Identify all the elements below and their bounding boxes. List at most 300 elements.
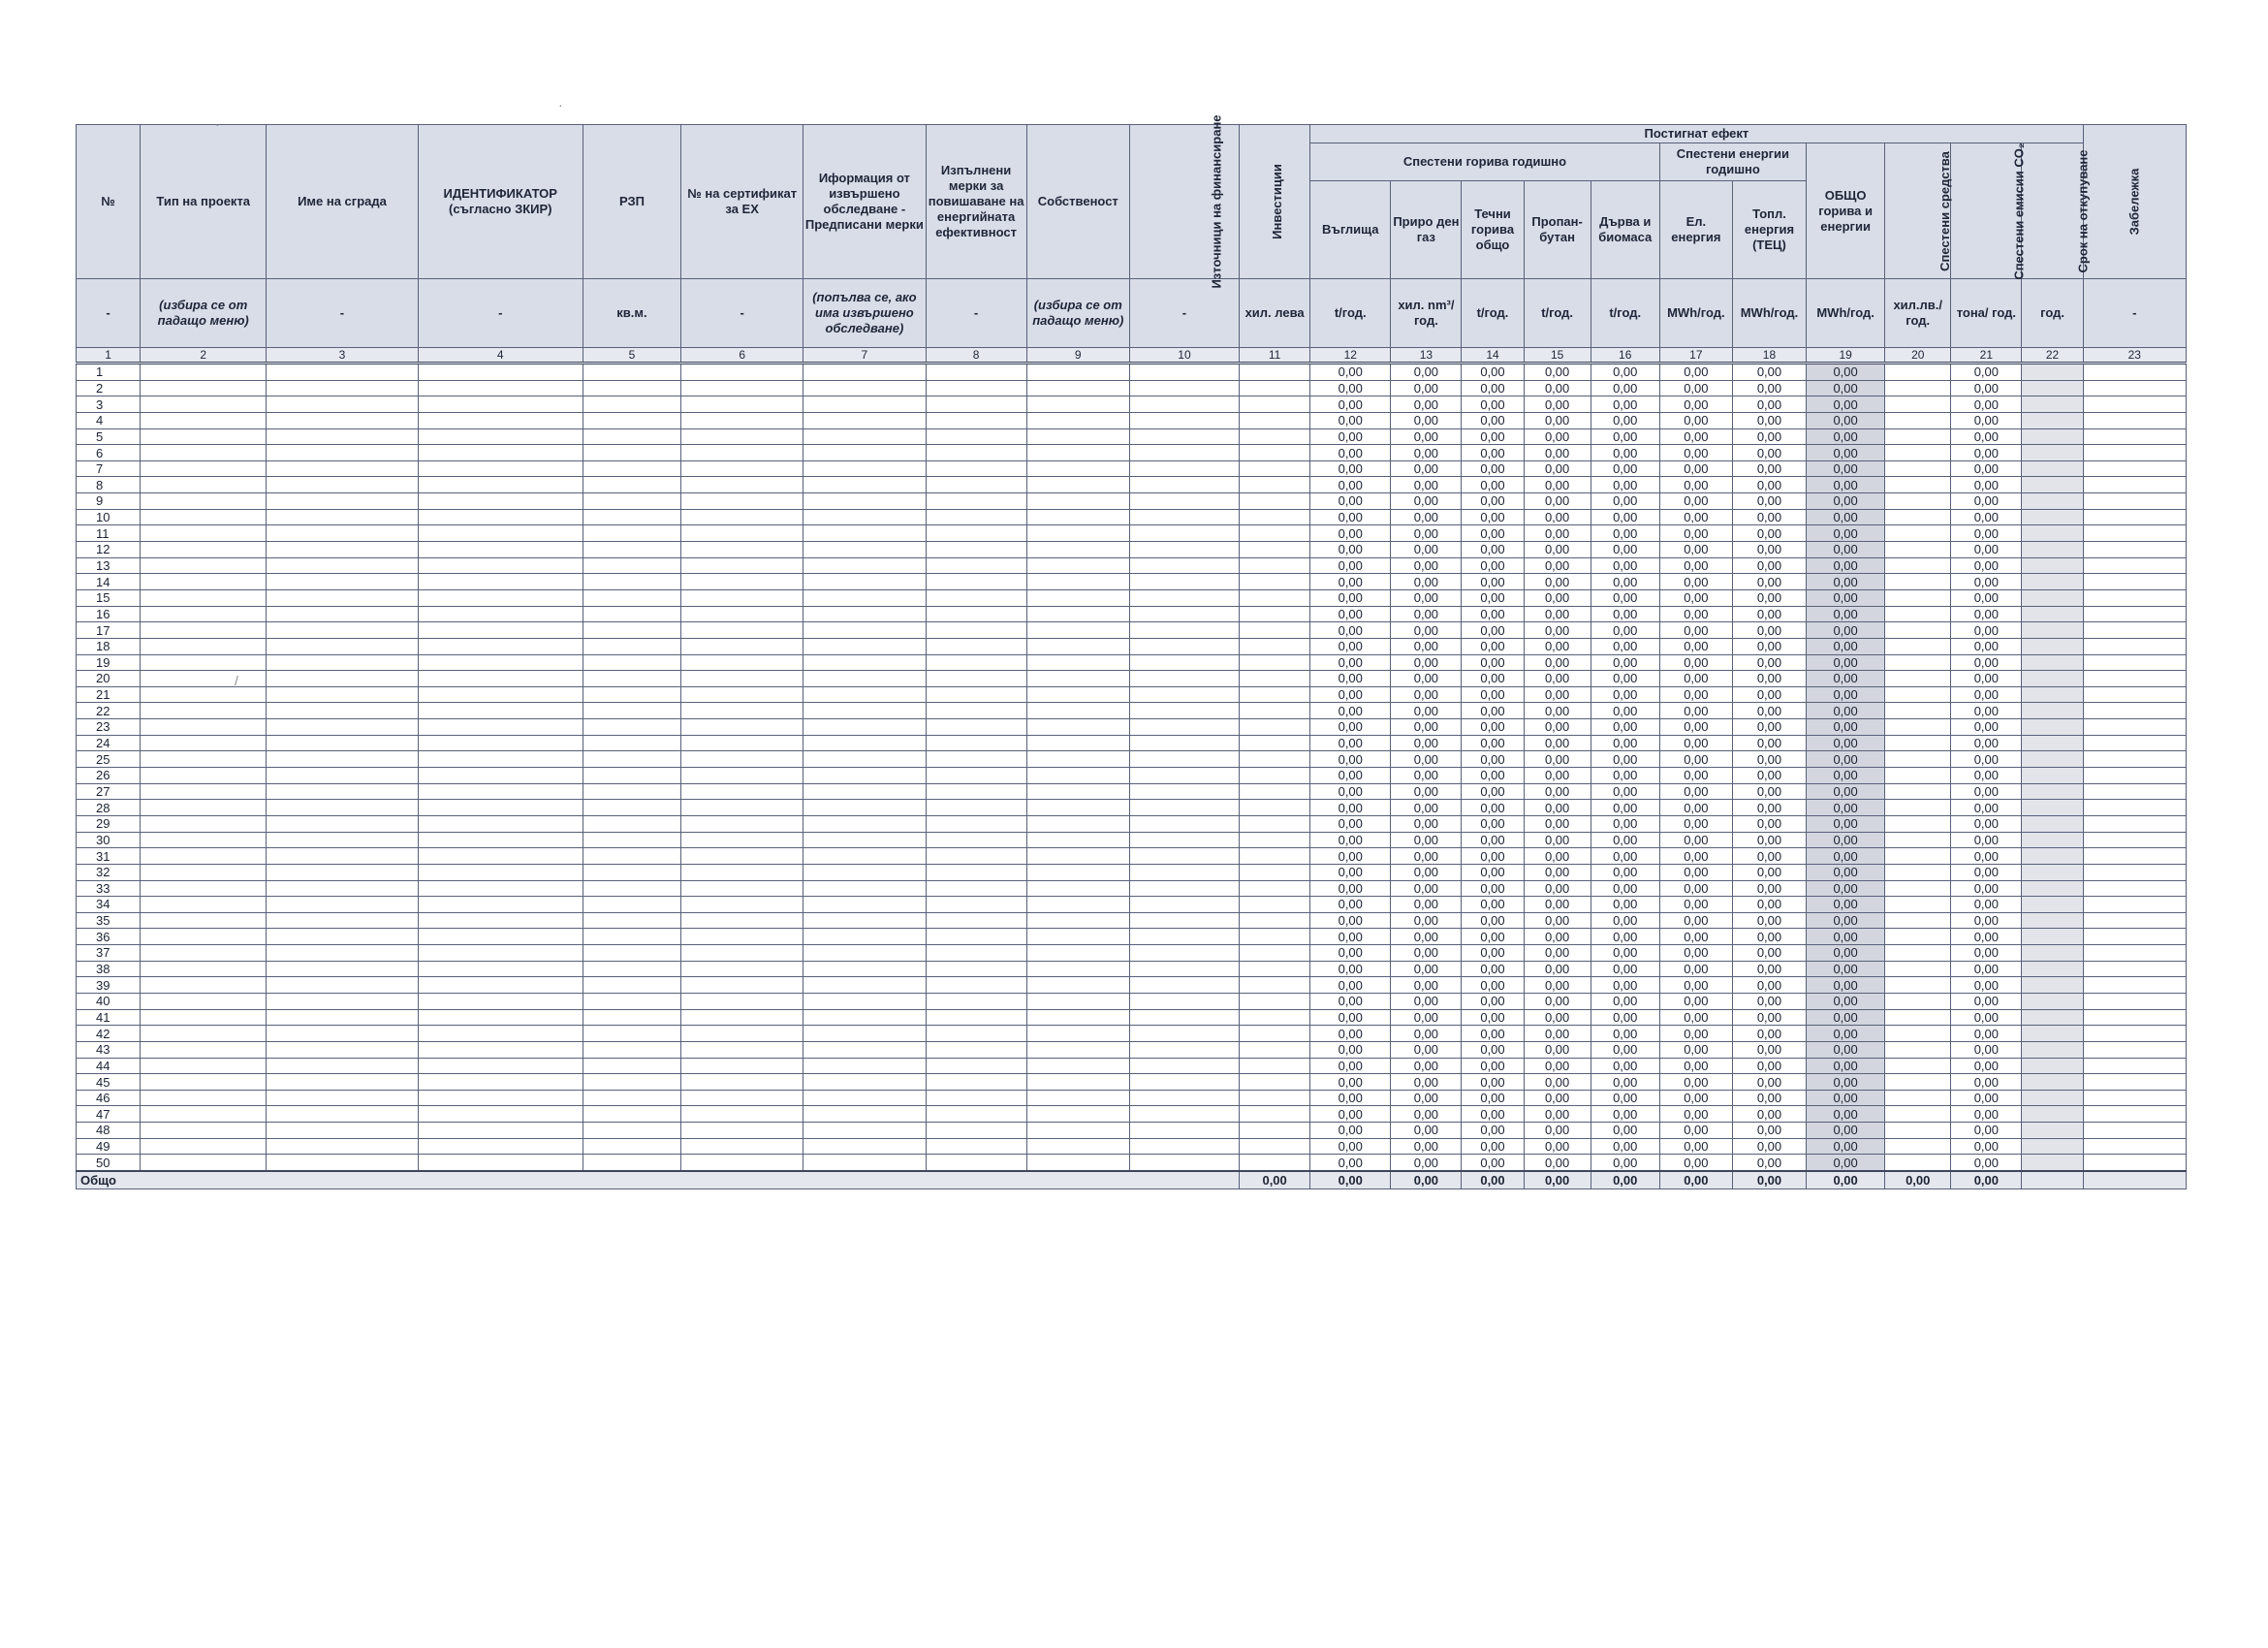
input-cell[interactable]	[141, 1123, 267, 1139]
input-cell[interactable]	[803, 1090, 926, 1106]
input-cell[interactable]	[2083, 1009, 2186, 1026]
input-cell[interactable]	[681, 1123, 803, 1139]
input-cell[interactable]	[583, 477, 680, 493]
input-cell[interactable]	[2083, 719, 2186, 736]
input-cell[interactable]	[1129, 574, 1239, 590]
input-cell[interactable]	[141, 800, 267, 816]
input-cell[interactable]	[1026, 412, 1129, 428]
input-cell[interactable]	[418, 686, 583, 703]
input-cell[interactable]	[1885, 1123, 1951, 1139]
input-cell[interactable]	[141, 396, 267, 413]
input-cell[interactable]	[2022, 719, 2083, 736]
input-cell[interactable]	[1885, 589, 1951, 606]
input-cell[interactable]	[2022, 445, 2083, 461]
input-cell[interactable]	[681, 686, 803, 703]
input-cell[interactable]	[1240, 945, 1310, 962]
input-cell[interactable]	[926, 832, 1026, 848]
input-cell[interactable]	[803, 412, 926, 428]
input-cell[interactable]	[583, 557, 680, 574]
input-cell[interactable]	[1026, 542, 1129, 558]
input-cell[interactable]	[267, 768, 418, 784]
input-cell[interactable]	[681, 380, 803, 396]
input-cell[interactable]	[2022, 1090, 2083, 1106]
input-cell[interactable]	[2083, 945, 2186, 962]
input-cell[interactable]	[1026, 380, 1129, 396]
input-cell[interactable]	[681, 1090, 803, 1106]
input-cell[interactable]	[681, 622, 803, 639]
input-cell[interactable]	[2083, 961, 2186, 977]
input-cell[interactable]	[141, 671, 267, 687]
input-cell[interactable]	[803, 945, 926, 962]
input-cell[interactable]	[1026, 1026, 1129, 1042]
input-cell[interactable]	[681, 783, 803, 800]
input-cell[interactable]	[2022, 542, 2083, 558]
input-cell[interactable]	[926, 703, 1026, 719]
input-cell[interactable]	[1240, 654, 1310, 671]
input-cell[interactable]	[267, 897, 418, 913]
input-cell[interactable]	[418, 929, 583, 945]
input-cell[interactable]	[267, 703, 418, 719]
input-cell[interactable]	[2083, 525, 2186, 542]
input-cell[interactable]	[1129, 945, 1239, 962]
input-cell[interactable]	[681, 460, 803, 477]
input-cell[interactable]	[1885, 428, 1951, 445]
input-cell[interactable]	[2083, 1106, 2186, 1123]
input-cell[interactable]	[418, 912, 583, 929]
input-cell[interactable]	[1885, 574, 1951, 590]
input-cell[interactable]	[1885, 525, 1951, 542]
input-cell[interactable]	[1026, 557, 1129, 574]
input-cell[interactable]	[583, 864, 680, 880]
input-cell[interactable]	[1885, 686, 1951, 703]
input-cell[interactable]	[681, 768, 803, 784]
input-cell[interactable]	[803, 751, 926, 768]
input-cell[interactable]	[2083, 897, 2186, 913]
input-cell[interactable]	[583, 1155, 680, 1171]
input-cell[interactable]	[267, 589, 418, 606]
input-cell[interactable]	[418, 832, 583, 848]
input-cell[interactable]	[1026, 574, 1129, 590]
input-cell[interactable]	[1129, 1026, 1239, 1042]
input-cell[interactable]	[267, 654, 418, 671]
input-cell[interactable]	[1885, 912, 1951, 929]
input-cell[interactable]	[681, 477, 803, 493]
input-cell[interactable]	[1240, 509, 1310, 525]
input-cell[interactable]	[1240, 783, 1310, 800]
input-cell[interactable]	[583, 912, 680, 929]
input-cell[interactable]	[2022, 945, 2083, 962]
input-cell[interactable]	[681, 1009, 803, 1026]
input-cell[interactable]	[1240, 638, 1310, 654]
input-cell[interactable]	[926, 848, 1026, 865]
input-cell[interactable]	[583, 606, 680, 622]
input-cell[interactable]	[583, 380, 680, 396]
input-cell[interactable]	[1026, 945, 1129, 962]
input-cell[interactable]	[1885, 880, 1951, 897]
input-cell[interactable]	[1885, 396, 1951, 413]
input-cell[interactable]	[1129, 864, 1239, 880]
input-cell[interactable]	[267, 929, 418, 945]
input-cell[interactable]	[2083, 428, 2186, 445]
input-cell[interactable]	[1026, 445, 1129, 461]
input-cell[interactable]	[2083, 686, 2186, 703]
input-cell[interactable]	[1885, 977, 1951, 994]
input-cell[interactable]	[583, 445, 680, 461]
input-cell[interactable]	[926, 815, 1026, 832]
input-cell[interactable]	[2022, 364, 2083, 381]
input-cell[interactable]	[583, 589, 680, 606]
input-cell[interactable]	[926, 606, 1026, 622]
input-cell[interactable]	[926, 783, 1026, 800]
input-cell[interactable]	[681, 557, 803, 574]
input-cell[interactable]	[418, 1155, 583, 1171]
input-cell[interactable]	[2022, 751, 2083, 768]
input-cell[interactable]	[1240, 445, 1310, 461]
input-cell[interactable]	[1240, 815, 1310, 832]
input-cell[interactable]	[803, 638, 926, 654]
input-cell[interactable]	[926, 1123, 1026, 1139]
input-cell[interactable]	[1129, 396, 1239, 413]
input-cell[interactable]	[926, 961, 1026, 977]
input-cell[interactable]	[141, 445, 267, 461]
input-cell[interactable]	[418, 509, 583, 525]
input-cell[interactable]	[1240, 493, 1310, 510]
input-cell[interactable]	[418, 671, 583, 687]
input-cell[interactable]	[2083, 800, 2186, 816]
input-cell[interactable]	[2022, 929, 2083, 945]
input-cell[interactable]	[1129, 686, 1239, 703]
input-cell[interactable]	[926, 589, 1026, 606]
input-cell[interactable]	[1129, 832, 1239, 848]
input-cell[interactable]	[141, 977, 267, 994]
input-cell[interactable]	[1885, 832, 1951, 848]
input-cell[interactable]	[2022, 961, 2083, 977]
input-cell[interactable]	[926, 622, 1026, 639]
input-cell[interactable]	[267, 445, 418, 461]
input-cell[interactable]	[926, 912, 1026, 929]
input-cell[interactable]	[681, 832, 803, 848]
input-cell[interactable]	[1240, 686, 1310, 703]
input-cell[interactable]	[1240, 1058, 1310, 1074]
input-cell[interactable]	[926, 993, 1026, 1009]
input-cell[interactable]	[2083, 751, 2186, 768]
input-cell[interactable]	[803, 929, 926, 945]
input-cell[interactable]	[418, 1026, 583, 1042]
input-cell[interactable]	[681, 1155, 803, 1171]
input-cell[interactable]	[2083, 638, 2186, 654]
input-cell[interactable]	[926, 768, 1026, 784]
input-cell[interactable]	[267, 1074, 418, 1091]
input-cell[interactable]	[1026, 977, 1129, 994]
input-cell[interactable]	[141, 428, 267, 445]
input-cell[interactable]	[1240, 671, 1310, 687]
input-cell[interactable]	[681, 977, 803, 994]
input-cell[interactable]	[2083, 1041, 2186, 1058]
input-cell[interactable]	[1240, 719, 1310, 736]
input-cell[interactable]	[1026, 897, 1129, 913]
input-cell[interactable]	[1026, 589, 1129, 606]
input-cell[interactable]	[681, 606, 803, 622]
input-cell[interactable]	[583, 719, 680, 736]
input-cell[interactable]	[2022, 509, 2083, 525]
input-cell[interactable]	[1885, 1090, 1951, 1106]
input-cell[interactable]	[2083, 380, 2186, 396]
input-cell[interactable]	[583, 412, 680, 428]
input-cell[interactable]	[2083, 460, 2186, 477]
input-cell[interactable]	[1026, 1074, 1129, 1091]
input-cell[interactable]	[803, 880, 926, 897]
input-cell[interactable]	[2083, 493, 2186, 510]
input-cell[interactable]	[1026, 654, 1129, 671]
input-cell[interactable]	[267, 396, 418, 413]
input-cell[interactable]	[583, 993, 680, 1009]
input-cell[interactable]	[583, 848, 680, 865]
input-cell[interactable]	[141, 638, 267, 654]
input-cell[interactable]	[267, 719, 418, 736]
input-cell[interactable]	[418, 848, 583, 865]
input-cell[interactable]	[267, 1009, 418, 1026]
input-cell[interactable]	[2083, 1155, 2186, 1171]
input-cell[interactable]	[681, 1074, 803, 1091]
input-cell[interactable]	[418, 1058, 583, 1074]
input-cell[interactable]	[926, 428, 1026, 445]
input-cell[interactable]	[803, 622, 926, 639]
input-cell[interactable]	[1240, 606, 1310, 622]
input-cell[interactable]	[583, 1041, 680, 1058]
input-cell[interactable]	[2083, 832, 2186, 848]
input-cell[interactable]	[1129, 364, 1239, 381]
input-cell[interactable]	[267, 574, 418, 590]
input-cell[interactable]	[267, 1026, 418, 1042]
input-cell[interactable]	[1240, 412, 1310, 428]
input-cell[interactable]	[418, 977, 583, 994]
input-cell[interactable]	[141, 848, 267, 865]
input-cell[interactable]	[681, 493, 803, 510]
input-cell[interactable]	[1026, 1106, 1129, 1123]
input-cell[interactable]	[583, 574, 680, 590]
input-cell[interactable]	[583, 832, 680, 848]
input-cell[interactable]	[1129, 929, 1239, 945]
input-cell[interactable]	[1129, 1123, 1239, 1139]
input-cell[interactable]	[1026, 768, 1129, 784]
input-cell[interactable]	[803, 1155, 926, 1171]
input-cell[interactable]	[926, 751, 1026, 768]
input-cell[interactable]	[803, 493, 926, 510]
input-cell[interactable]	[2083, 993, 2186, 1009]
input-cell[interactable]	[2022, 1123, 2083, 1139]
input-cell[interactable]	[2022, 477, 2083, 493]
input-cell[interactable]	[418, 589, 583, 606]
input-cell[interactable]	[803, 735, 926, 751]
input-cell[interactable]	[1026, 703, 1129, 719]
input-cell[interactable]	[2083, 1058, 2186, 1074]
input-cell[interactable]	[1026, 735, 1129, 751]
input-cell[interactable]	[681, 1041, 803, 1058]
input-cell[interactable]	[803, 686, 926, 703]
input-cell[interactable]	[1026, 396, 1129, 413]
input-cell[interactable]	[2022, 380, 2083, 396]
input-cell[interactable]	[803, 542, 926, 558]
input-cell[interactable]	[681, 509, 803, 525]
input-cell[interactable]	[1129, 848, 1239, 865]
input-cell[interactable]	[418, 703, 583, 719]
input-cell[interactable]	[418, 542, 583, 558]
input-cell[interactable]	[267, 912, 418, 929]
input-cell[interactable]	[2022, 493, 2083, 510]
input-cell[interactable]	[681, 719, 803, 736]
input-cell[interactable]	[418, 961, 583, 977]
input-cell[interactable]	[1240, 735, 1310, 751]
input-cell[interactable]	[1885, 719, 1951, 736]
input-cell[interactable]	[2083, 815, 2186, 832]
input-cell[interactable]	[2022, 1106, 2083, 1123]
input-cell[interactable]	[583, 1123, 680, 1139]
input-cell[interactable]	[1885, 993, 1951, 1009]
input-cell[interactable]	[803, 364, 926, 381]
input-cell[interactable]	[267, 412, 418, 428]
input-cell[interactable]	[418, 364, 583, 381]
input-cell[interactable]	[681, 1106, 803, 1123]
input-cell[interactable]	[1129, 751, 1239, 768]
input-cell[interactable]	[1129, 671, 1239, 687]
input-cell[interactable]	[1885, 1058, 1951, 1074]
input-cell[interactable]	[2022, 460, 2083, 477]
input-cell[interactable]	[681, 396, 803, 413]
input-cell[interactable]	[926, 654, 1026, 671]
input-cell[interactable]	[1026, 719, 1129, 736]
input-cell[interactable]	[1885, 1041, 1951, 1058]
input-cell[interactable]	[1026, 961, 1129, 977]
input-cell[interactable]	[2083, 557, 2186, 574]
input-cell[interactable]	[681, 445, 803, 461]
input-cell[interactable]	[803, 800, 926, 816]
input-cell[interactable]	[418, 380, 583, 396]
input-cell[interactable]	[1885, 380, 1951, 396]
input-cell[interactable]	[1885, 1026, 1951, 1042]
input-cell[interactable]	[926, 509, 1026, 525]
input-cell[interactable]	[2083, 783, 2186, 800]
input-cell[interactable]	[1129, 977, 1239, 994]
input-cell[interactable]	[1885, 815, 1951, 832]
input-cell[interactable]	[1026, 993, 1129, 1009]
input-cell[interactable]	[1240, 961, 1310, 977]
input-cell[interactable]	[267, 364, 418, 381]
input-cell[interactable]	[803, 574, 926, 590]
input-cell[interactable]	[141, 880, 267, 897]
input-cell[interactable]	[583, 897, 680, 913]
input-cell[interactable]	[926, 800, 1026, 816]
input-cell[interactable]	[267, 1106, 418, 1123]
input-cell[interactable]	[1026, 832, 1129, 848]
input-cell[interactable]	[2083, 1123, 2186, 1139]
input-cell[interactable]	[1885, 1009, 1951, 1026]
input-cell[interactable]	[267, 961, 418, 977]
input-cell[interactable]	[2022, 654, 2083, 671]
input-cell[interactable]	[418, 574, 583, 590]
input-cell[interactable]	[803, 832, 926, 848]
input-cell[interactable]	[141, 412, 267, 428]
input-cell[interactable]	[267, 848, 418, 865]
input-cell[interactable]	[418, 654, 583, 671]
input-cell[interactable]	[2022, 525, 2083, 542]
input-cell[interactable]	[803, 445, 926, 461]
input-cell[interactable]	[141, 606, 267, 622]
input-cell[interactable]	[803, 428, 926, 445]
input-cell[interactable]	[1240, 1009, 1310, 1026]
input-cell[interactable]	[583, 428, 680, 445]
input-cell[interactable]	[141, 493, 267, 510]
input-cell[interactable]	[1240, 396, 1310, 413]
input-cell[interactable]	[1026, 671, 1129, 687]
input-cell[interactable]	[926, 671, 1026, 687]
input-cell[interactable]	[1129, 1041, 1239, 1058]
input-cell[interactable]	[267, 1090, 418, 1106]
input-cell[interactable]	[1240, 1123, 1310, 1139]
input-cell[interactable]	[267, 735, 418, 751]
input-cell[interactable]	[2022, 1009, 2083, 1026]
input-cell[interactable]	[583, 800, 680, 816]
input-cell[interactable]	[926, 1155, 1026, 1171]
input-cell[interactable]	[141, 961, 267, 977]
input-cell[interactable]	[803, 477, 926, 493]
input-cell[interactable]	[1026, 751, 1129, 768]
input-cell[interactable]	[1129, 961, 1239, 977]
input-cell[interactable]	[418, 735, 583, 751]
input-cell[interactable]	[803, 768, 926, 784]
input-cell[interactable]	[2083, 703, 2186, 719]
input-cell[interactable]	[681, 589, 803, 606]
input-cell[interactable]	[418, 945, 583, 962]
input-cell[interactable]	[1129, 1155, 1239, 1171]
input-cell[interactable]	[2083, 671, 2186, 687]
input-cell[interactable]	[141, 735, 267, 751]
input-cell[interactable]	[1240, 1106, 1310, 1123]
input-cell[interactable]	[1129, 1074, 1239, 1091]
input-cell[interactable]	[1240, 1138, 1310, 1155]
input-cell[interactable]	[2022, 1026, 2083, 1042]
input-cell[interactable]	[1240, 864, 1310, 880]
input-cell[interactable]	[141, 1155, 267, 1171]
input-cell[interactable]	[267, 525, 418, 542]
input-cell[interactable]	[1885, 557, 1951, 574]
input-cell[interactable]	[926, 977, 1026, 994]
input-cell[interactable]	[681, 574, 803, 590]
input-cell[interactable]	[418, 1074, 583, 1091]
input-cell[interactable]	[267, 542, 418, 558]
input-cell[interactable]	[583, 396, 680, 413]
input-cell[interactable]	[926, 638, 1026, 654]
input-cell[interactable]	[141, 1074, 267, 1091]
input-cell[interactable]	[1885, 783, 1951, 800]
input-cell[interactable]	[926, 945, 1026, 962]
input-cell[interactable]	[583, 880, 680, 897]
input-cell[interactable]	[2022, 638, 2083, 654]
input-cell[interactable]	[2022, 815, 2083, 832]
input-cell[interactable]	[141, 993, 267, 1009]
input-cell[interactable]	[2022, 912, 2083, 929]
input-cell[interactable]	[1885, 445, 1951, 461]
input-cell[interactable]	[141, 509, 267, 525]
input-cell[interactable]	[267, 880, 418, 897]
input-cell[interactable]	[2022, 557, 2083, 574]
input-cell[interactable]	[141, 897, 267, 913]
input-cell[interactable]	[2083, 574, 2186, 590]
input-cell[interactable]	[2022, 848, 2083, 865]
input-cell[interactable]	[803, 848, 926, 865]
input-cell[interactable]	[1129, 1009, 1239, 1026]
input-cell[interactable]	[2022, 574, 2083, 590]
input-cell[interactable]	[141, 768, 267, 784]
